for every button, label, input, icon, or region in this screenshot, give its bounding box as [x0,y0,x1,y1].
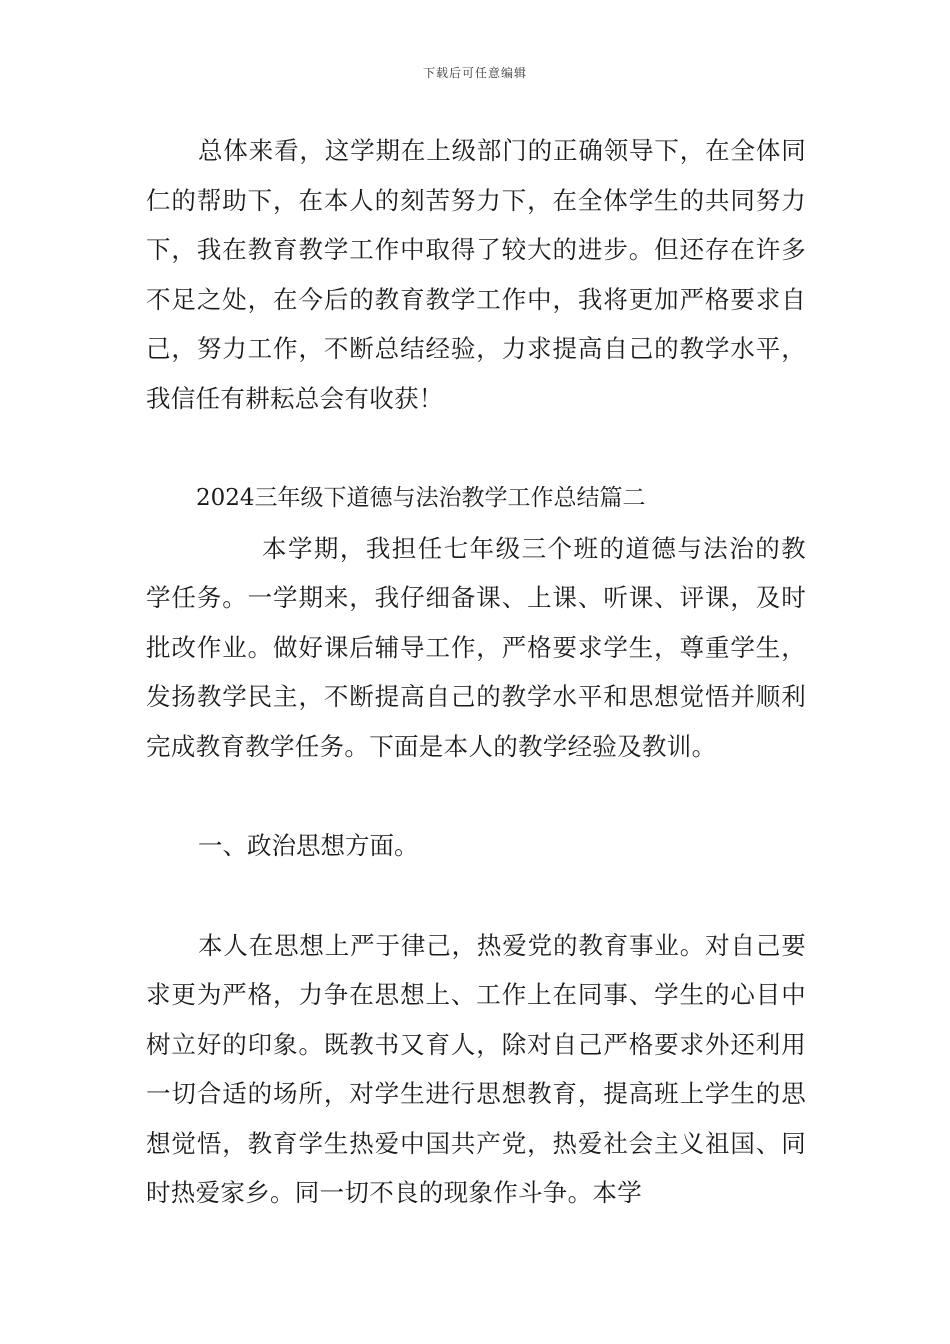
page-header-note: 下载后可任意编辑 [422,66,527,80]
subsection-heading: 一、政治思想方面。 [198,831,419,860]
document-body [146,126,806,1218]
section-title: 2024三年级下道德与法治教学工作总结篇二 [196,485,646,511]
summary-paragraph: 总体来看，这学期在上级部门的正确领导下，在全体同仁的帮助下，在本人的刻苦努力下，在全体学生的共同努力下，我在教育教学工作中取得了较大的进步。但还存在许多不足之处，在今后的教育教学工作中，我将更加严格要求自己，努力工作，不断总结经验，力求提高自己的教学水平，我信任有耕耘总会有收获！ [146,136,806,413]
intro-paragraph: 本学期，我担任七年级三个班的道德与法治的教学任务。一学期来，我仔细备课、上课、听课、评课，及时批改作业。做好课后辅导工作，严格要求学生，尊重学生，发扬教学民主，不断提高自己的教学水平和思想觉悟并顺利完成教育教学任务。下面是本人的教学经验及教训。 [146,533,806,761]
political-paragraph: 本人在思想上严于律己，热爱党的教育事业。对自己要求更为严格，力争在思想上、工作上在同事、学生的心目中树立好的印象。既教书又育人，除对自己严格要求外还利用一切合适的场所，对学生进行思想教育，提高班上学生的思想觉悟，教育学生热爱中国共产党，热爱社会主义祖国、同时热爱家乡。同一切不良的现象作斗争。本学 [146,930,806,1207]
